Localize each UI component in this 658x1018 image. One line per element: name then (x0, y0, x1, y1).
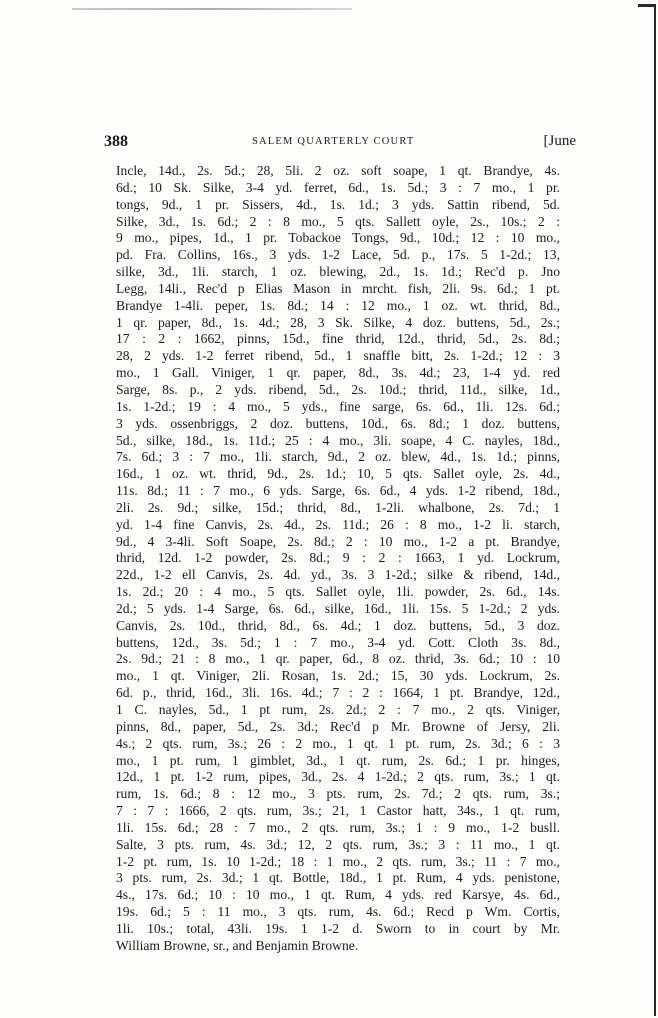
text-line: 7s. 6d.; 3 : 7 mo., 1li. starch, 9d., 2 oz. blew, 4d., 1s. 1d.; pinns, (116, 449, 560, 465)
text-line: 22d., 1-2 ell Canvis, 2s. 4d. yd., 3s. 3 1-2d.; silke & ribend, 14d., (116, 567, 560, 583)
text-line: 1li. 10s.; total, 43li. 19s. 1 1-2 d. Sworn to in court by Mr. (116, 920, 560, 936)
text-line: 2d.; 5 yds. 1-4 Sarge, 6s. 6d., silke, 16d., 1li. 15s. 5 1-2d.; 2 yds. (116, 600, 560, 616)
page-top-edge (72, 8, 352, 10)
text-line: 4s.; 2 qts. rum, 3s.; 26 : 2 mo., 1 qt. 1 pt. rum, 2s. 3d.; 6 : 3 (116, 735, 560, 751)
text-line: 1 C. nayles, 5d., 1 pt rum, 2s. 2d.; 2 : 7 mo., 2 qts. Viniger, (116, 702, 560, 717)
text-line: buttens, 12d., 3s. 5d.; 1 : 7 mo., 3-4 yd. Cott. Cloth 3s. 8d., (116, 634, 560, 650)
text-line: rum, 1s. 6d.; 8 : 12 mo., 3 pts. rum, 2s. 7d.; 2 qts. rum, 3s.; (116, 786, 560, 802)
text-line: 9 mo., pipes, 1d., 1 pr. Tobackoe Tongs, 9d., 10d.; 12 : 10 mo., (116, 230, 560, 246)
page-number: 388 (104, 133, 128, 150)
text-line: Canvis, 2s. 10d., thrid, 8d., 6s. 4d.; 1 doz. buttens, 5d., 3 doz. (116, 617, 560, 633)
text-line: 2s. 9d.; 21 : 8 mo., 1 qr. paper, 6d., 8 oz. thrid, 3s. 6d.; 10 : 10 (116, 651, 560, 667)
text-line: 12d., 1 pt. 1-2 rum, pipes, 3d., 2s. 4 1-2d.; 2 qts. rum, 3s.; 1 qt. (116, 769, 560, 785)
text-line: 6d.; 10 Sk. Silke, 3-4 yd. ferret, 6d., 1s. 5d.; 3 : 7 mo., 1 pr. (116, 179, 560, 195)
text-line: mo., 1 qt. Viniger, 2li. Rosan, 1s. 2d.; 15, 30 yds. Lockrum, 2s. (116, 668, 560, 684)
text-line: tongs, 9d., 1 pr. Sissers, 4d., 1s. 1d.; 3 yds. Sattin ribend, 5d. (116, 196, 560, 212)
text-line: 1li. 15s. 6d.; 28 : 7 mo., 2 qts. rum, 3s.; 1 : 9 mo., 1-2 busll. (116, 819, 560, 835)
text-line: 5d., silke, 18d., 1s. 11d.; 25 : 4 mo., 3li. soape, 4 C. nayles, 18d., (116, 432, 560, 448)
text-line: 17 : 2 : 1662, pinns, 15d., fine thrid, 12d., thrid, 5d., 2s. 8d.; (116, 331, 560, 347)
text-line: pd. Fra. Collins, 16s., 3 yds. 1-2 Lace, 5d. p., 17s. 5 1-2d.; 13, (116, 247, 560, 263)
text-line: 9d., 4 3-4li. Soft Soape, 2s. 8d.; 2 : 10 mo., 1-2 a pt. Brandye, (116, 533, 560, 549)
text-line: Legg, 14li., Rec'd p Elias Mason in mrcht. fish, 2li. 9s. 6d.; 1 pt. (116, 280, 560, 296)
running-title: SALEM QUARTERLY COURT (252, 136, 415, 147)
text-line: Sarge, 8s. p., 2 yds. ribend, 5d., 2s. 10d.; thrid, 11d., silke, 1d., (116, 381, 560, 397)
text-line: 1s. 2d.; 20 : 4 mo., 5 qts. Sallet oyle, 1li. powder, 2s. 6d., 14s. (116, 584, 560, 600)
text-line: Salte, 3 pts. rum, 4s. 3d.; 12, 2 qts. rum, 3s.; 3 : 11 mo., 1 qt. (116, 836, 560, 852)
text-line: 19s. 6d.; 5 : 11 mo., 3 qts. rum, 4s. 6d.; Recd p Wm. Cortis, (116, 904, 560, 920)
page-right-edge (654, 6, 656, 1016)
text-line: 11s. 8d.; 11 : 7 mo., 6 yds. Sarge, 6s. 6d., 4 yds. 1-2 ribend, 18d., (116, 483, 560, 499)
text-line: 3 pts. rum, 2s. 3d.; 1 qt. Bottle, 18d., 1 pt. Rum, 4 yds. penistone, (116, 870, 560, 886)
text-line: mo., 1 Gall. Viniger, 1 qr. paper, 8d., 3s. 4d.; 23, 1-4 yd. red (116, 365, 560, 381)
text-line: Silke, 3d., 1s. 6d.; 2 : 8 mo., 5 qts. Sallett oyle, 2s., 10s.; 2 : (116, 213, 560, 229)
text-line: 2li. 2s. 9d.; silke, 15d.; thrid, 8d., 1-2li. whalbone, 2s. 7d.; 1 (116, 499, 560, 515)
text-line: 4s., 17s. 6d.; 10 : 10 mo., 1 qt. Rum, 4 yds. red Karsye, 4s. 6d., (116, 887, 560, 903)
text-line: yd. 1-4 fine Canvis, 2s. 4d., 2s. 11d.; 26 : 8 mo., 1-2 li. starch, (116, 516, 560, 532)
text-line: Brandye 1-4li. peper, 1s. 8d.; 14 : 12 mo., 1 oz. wt. thrid, 8d., (116, 297, 560, 313)
text-line: mo., 1 pt. rum, 1 gimblet, 3d., 1 qt. rum, 2s. 6d.; 1 pr. hinges, (116, 752, 560, 768)
text-line: 1 qr. paper, 8d., 1s. 4d.; 28, 3 Sk. Silke, 4 doz. buttens, 5d., 2s.; (116, 314, 560, 330)
text-line: Incle, 14d., 2s. 5d.; 28, 5li. 2 oz. soft soape, 1 qt. Brandye, 4s. (116, 163, 560, 178)
text-line: thrid, 12d. 1-2 powder, 2s. 8d.; 9 : 2 : 1663, 1 yd. Lockrum, (116, 550, 560, 566)
text-line: William Browne, sr., and Benjamin Browne. (116, 937, 359, 953)
body-text (116, 163, 560, 983)
text-line: 1-2 pt. rum, 1s. 10 1-2d.; 18 : 1 mo., 2 qts. rum, 3s.; 11 : 7 mo., (116, 853, 560, 869)
page-header (104, 133, 576, 155)
text-line: 16d., 1 oz. wt. thrid, 9d., 2s. 1d.; 10, 5 qts. Sallet oyle, 2s. 4d., (116, 466, 560, 482)
text-line: 28, 2 yds. 1-2 ferret ribend, 5d., 1 snaffle bitt, 2s. 1-2d.; 12 : 3 (116, 348, 560, 364)
text-line: pinns, 8d., paper, 5d., 2s. 3d.; Rec'd p Mr. Browne of Jersy, 2li. (116, 718, 560, 734)
text-line: silke, 3d., 1li. starch, 1 oz. blewing, 2d., 1s. 1d.; Rec'd p. Jno (116, 264, 560, 280)
text-line: 3 yds. ossenbriggs, 2 doz. buttens, 10d., 6s. 8d.; 1 doz. buttens, (116, 415, 560, 431)
text-line: 7 : 7 : 1666, 2 qts. rum, 3s.; 21, 1 Castor hatt, 34s., 1 qt. rum, (116, 803, 560, 819)
section-mark: [June (543, 133, 576, 149)
text-line: 1s. 1-2d.; 19 : 4 mo., 5 yds., fine sarge, 6s. 6d., 1li. 12s. 6d.; (116, 398, 560, 414)
text-line: 6d. p., thrid, 16d., 3li. 16s. 4d.; 7 : 2 : 1664, 1 pt. Brandye, 12d., (116, 685, 560, 701)
